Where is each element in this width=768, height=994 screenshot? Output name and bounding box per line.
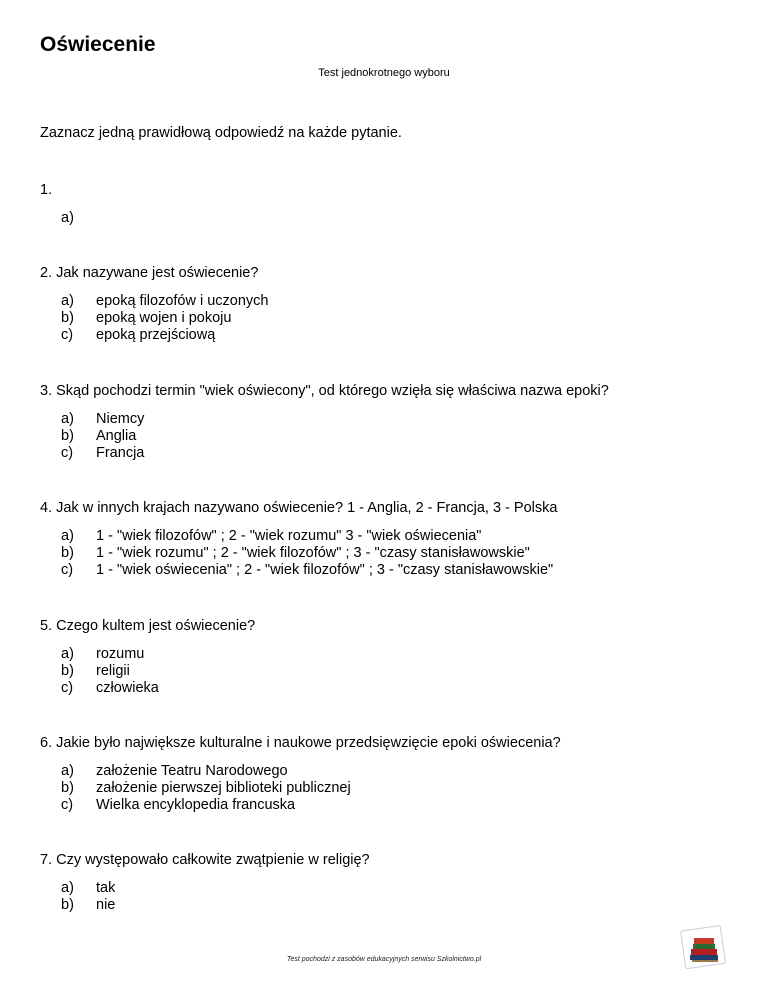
answer-letter: c) (61, 797, 74, 813)
question-5 (40, 618, 255, 697)
answer-text: nie (96, 897, 116, 913)
answer-option[interactable] (61, 562, 557, 579)
answer-option[interactable] (61, 528, 557, 545)
question-text: 4. Jak w innych krajach nazywano oświecenie? 1 - Anglia, 2 - Francja, 3 - Polska (40, 500, 558, 516)
answer-letter: b) (61, 545, 74, 561)
answer-option[interactable] (61, 797, 561, 814)
answer-option[interactable] (61, 763, 561, 780)
page-title: Oświecenie (40, 33, 156, 56)
answer-option[interactable] (61, 293, 269, 310)
answer-text: założenie Teatru Narodowego (96, 763, 288, 779)
answer-option[interactable] (61, 663, 255, 680)
answer-text: Wielka encyklopedia francuska (96, 797, 296, 813)
answer-letter: a) (61, 763, 74, 779)
question-text: 7. Czy występowało całkowite zwątpienie w religię? (40, 852, 370, 868)
answer-text: 1 - "wiek oświecenia" ; 2 - "wiek filozofów" ; 3 - "czasy stanisławowskie" (96, 562, 554, 578)
answer-text: epoką filozofów i uczonych (96, 293, 269, 309)
page-subtitle: Test jednokrotnego wyboru (318, 67, 450, 79)
answer-option[interactable] (61, 897, 370, 914)
question-text: 3. Skąd pochodzi termin "wiek oświecony", od którego wzięła się właściwa nazwa epoki? (40, 383, 609, 399)
answer-option[interactable] (61, 210, 96, 227)
answer-text: epoką przejściową (96, 327, 216, 343)
books-icon (680, 925, 728, 969)
answer-letter: a) (61, 293, 74, 309)
answer-letter: a) (61, 646, 74, 662)
answer-text: Niemcy (96, 411, 145, 427)
answer-text: religii (96, 663, 130, 679)
answer-option[interactable] (61, 445, 609, 462)
answer-letter: b) (61, 897, 74, 913)
answer-letter: c) (61, 680, 74, 696)
answer-option[interactable] (61, 327, 269, 344)
answer-letter: a) (61, 210, 74, 226)
answer-option[interactable] (61, 680, 255, 697)
instruction-text: Zaznacz jedną prawidłową odpowiedź na każde pytanie. (40, 125, 402, 141)
question-7 (40, 852, 370, 914)
question-text: 5. Czego kultem jest oświecenie? (40, 618, 256, 634)
answer-text: założenie pierwszej biblioteki publicznej (96, 780, 351, 796)
question-text: 1. (40, 182, 53, 198)
answer-letter: c) (61, 562, 74, 578)
answer-option[interactable] (61, 310, 269, 327)
answer-letter: b) (61, 663, 74, 679)
answer-letter: a) (61, 880, 74, 896)
question-1 (40, 182, 96, 227)
answer-letter: c) (61, 327, 74, 343)
answer-text: 1 - "wiek rozumu" ; 2 - "wiek filozofów" ; 3 - "czasy stanisławowskie" (96, 545, 530, 561)
answer-letter: a) (61, 528, 74, 544)
answer-option[interactable] (61, 780, 561, 797)
answer-letter: b) (61, 780, 74, 796)
answer-letter: a) (61, 411, 74, 427)
question-text: 2. Jak nazywane jest oświecenie? (40, 265, 259, 281)
answer-letter: b) (61, 310, 74, 326)
answer-text: 1 - "wiek filozofów" ; 2 - "wiek rozumu" 3 - "wiek oświecenia" (96, 528, 482, 544)
answer-option[interactable] (61, 428, 609, 445)
answer-option[interactable] (61, 545, 557, 562)
answer-text: człowieka (96, 680, 159, 696)
answer-text: epoką wojen i pokoju (96, 310, 232, 326)
answer-text: rozumu (96, 646, 145, 662)
footer-source: Test pochodzi z zasobów edukacyjnych serwisu Szkolnictwo.pl (286, 956, 482, 963)
answer-text: Anglia (96, 428, 137, 444)
answer-text: tak (96, 880, 116, 896)
answer-letter: c) (61, 445, 74, 461)
answer-text: Francja (96, 445, 145, 461)
answer-option[interactable] (61, 411, 609, 428)
answer-letter: b) (61, 428, 74, 444)
question-6 (40, 735, 561, 814)
question-text: 6. Jakie było największe kulturalne i naukowe przedsięwzięcie epoki oświecenia? (40, 735, 561, 751)
question-2 (40, 265, 269, 344)
answer-option[interactable] (61, 880, 370, 897)
answer-option[interactable] (61, 646, 255, 663)
question-3 (40, 383, 609, 462)
question-4 (40, 500, 557, 579)
